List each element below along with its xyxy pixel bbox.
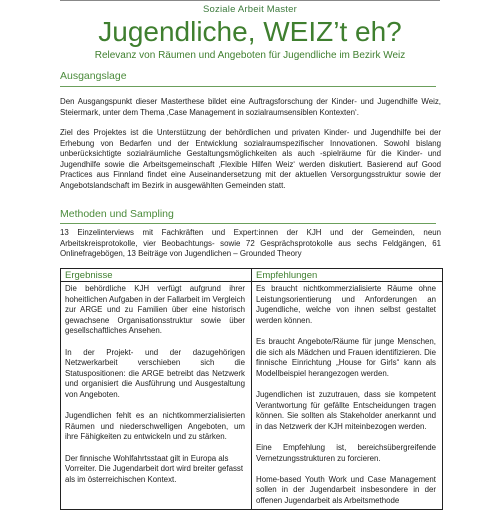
empfehlungen-cell bbox=[256, 284, 436, 517]
poster-subtitle: Relevanz von Räumen und Angeboten für Jugendliche im Bezirk Weiz bbox=[94, 50, 406, 61]
table-column-divider bbox=[251, 269, 252, 509]
poster-title: Jugendliche, WEIZ’t eh? bbox=[98, 16, 402, 47]
ergebnisse-cell bbox=[65, 284, 245, 496]
table-header-divider bbox=[61, 281, 442, 282]
ausgangslage-paragraph-1: Den Ausgangspunkt dieser Masterthese bildet eine Auftragsforschung der Kinder- und Jugendhilfe Weiz, Steiermark, unter dem Thema ‚Case Management in sozialraumsensiblen Kontexten‘. bbox=[60, 97, 441, 117]
ergebnisse-paragraph: Jugendlichen fehlt es an nichtkommerzialisierten Räumen und niederschwelligen Angeboten, um ihre Fähigkeiten zu entwickeln und zu stärken. bbox=[65, 411, 245, 442]
heading-empfehlungen: Empfehlungen bbox=[256, 270, 318, 281]
empfehlungen-paragraph: Es braucht nichtkommerzialisierte Räume ohne Leistungsorientierung und Anforderungen an Jugendliche, welche von ihnen selbst gestaltet werden können. bbox=[256, 284, 436, 325]
poster-header bbox=[0, 4, 500, 61]
heading-ausgangslage: Ausgangslage bbox=[60, 70, 127, 82]
methoden-paragraph: 13 Einzelinterviews mit Fachkräften und Expert:innen der KJH und der Gemeinden, neun Arbeitskreisprotokolle, vier Beobachtungs- sowie 72 Gesprächsprotokolle aus sechs Feldgängen, 61 Onlinefragebögen, 13 Beiträge von Jugendlichen – Grounded Theory bbox=[60, 228, 441, 259]
ergebnisse-paragraph: In der Projekt- und der dazugehörigen Netzwerkarbeit verschieben sich die Statuspositionen: die ARGE betreibt das Netzwerk und organisiert die Ausführung und Ausgestaltung von Angeboten. bbox=[65, 347, 245, 399]
program-label: Soziale Arbeit Master bbox=[203, 4, 297, 15]
empfehlungen-paragraph: Home-based Youth Work und Case Management sollen in der Jugendarbeit insbesondere in der offenen Jugendarbeit als Arbeitsmethode bbox=[256, 474, 436, 505]
empfehlungen-paragraph: Eine Empfehlung ist, bereichsübergreifende Vernetzungsstrukturen zu forcieren. bbox=[256, 442, 436, 463]
rule-ausgangslage bbox=[60, 86, 436, 87]
ergebnisse-paragraph: Die behördliche KJH verfügt aufgrund ihrer hoheitlichen Aufgaben in der Fallarbeit im Vergleich zur ARGE und zu Familien über eine historisch gewachsene Organisationsstruktur sowie über gesellschaftliches Ansehen. bbox=[65, 284, 245, 336]
rule-methoden bbox=[60, 223, 436, 224]
top-rule bbox=[60, 0, 440, 1]
empfehlungen-paragraph: Es braucht Angebote/Räume für junge Menschen, die sich als Mädchen und Frauen identifizieren. Die finnische Einrichtung „House for Girls“ kann als Modellbeispiel herangezogen werden. bbox=[256, 336, 436, 378]
heading-ergebnisse: Ergebnisse bbox=[65, 270, 113, 281]
results-table bbox=[60, 268, 443, 510]
empfehlungen-paragraph: Jugendlichen ist zuzutrauen, dass sie kompetent Verantwortung für gefällte Entscheidungen tragen können. Sie sollten als Stakeholder anerkannt und in das Netzwerk der KJH miteinbezogen werden. bbox=[256, 389, 436, 431]
ausgangslage-paragraph-2: Ziel des Projektes ist die Unterstützung der behördlichen und privaten Kinder- und Jugendhilfe bei der Erhebung von Bedarfen und der Entwicklung sozialraumspezifischer Innovationen. Sowohl bislang unberücksichtigte sozialräumliche Gestaltungsmöglichkeiten als auch -spielräume für die Kinder- und Jugendhilfe sowie die Arbeitsgemeinschaft ‚Flexible Hilfen Weiz‘ werden diskutiert. Basierend auf Good Practices aus Finnland findet eine Auseinandersetzung mit der aktuellen Versorgungsstruktur sowie der Angebotslandschaft im Bezirk in ausgewählten Gemeinden statt. bbox=[60, 128, 441, 190]
heading-methoden: Methoden und Sampling bbox=[60, 208, 174, 220]
ergebnisse-paragraph: Der finnische Wohlfahrtsstaat gilt in Europa als Vorreiter. Die Jugendarbeit dort wird breiter gefasst als im österreichischen Kontext. bbox=[65, 453, 244, 484]
